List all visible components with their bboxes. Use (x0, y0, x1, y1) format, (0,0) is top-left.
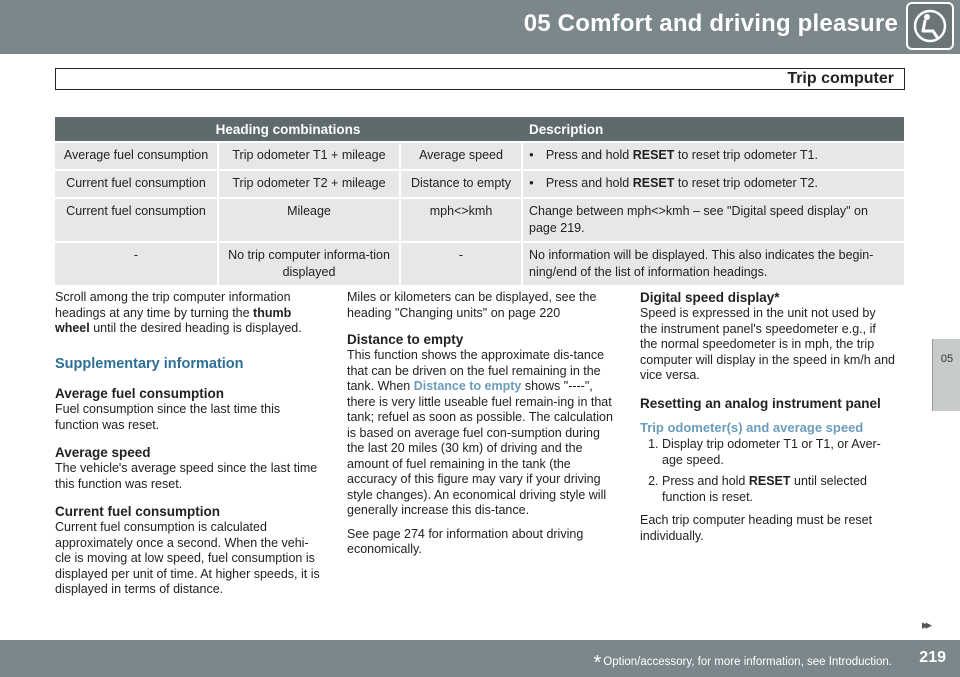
supplementary-heading: Supplementary information (55, 355, 244, 372)
reset-button-label: RESET (632, 148, 675, 162)
table-cell-description (521, 171, 904, 197)
avg-speed-heading: Average speed (55, 445, 151, 460)
step-text: until selected function is reset. (662, 474, 867, 504)
chapter-title: 05 Comfort and driving pleasure (523, 10, 898, 37)
step-text: Display trip odometer T1 or T1, or Aver-age speed. (662, 437, 881, 467)
bullet-icon (529, 176, 546, 190)
intro-text: until the desired heading is displayed. (89, 321, 302, 335)
final-paragraph: Each trip computer heading must be reset individually. (640, 513, 873, 543)
list-item (662, 474, 896, 505)
seat-person-icon (906, 2, 954, 50)
table-row (55, 143, 904, 169)
text-column-1 (55, 290, 320, 606)
text-column-2 (347, 290, 615, 566)
footnote-star: * (593, 652, 602, 674)
avg-fuel-heading: Average fuel consumption (55, 386, 225, 401)
table-cell: Current fuel consumption (55, 199, 217, 241)
desc-text: to reset trip odometer T1. (674, 148, 818, 162)
dte-text: This function shows the approximate dis-tance that can be driven on the fuel remaining in the tank. When (347, 348, 605, 393)
page-number: 219 (919, 649, 946, 666)
table-cell: Mileage (217, 199, 399, 241)
table-cell-description (521, 143, 904, 169)
heading-combinations-table (55, 115, 904, 287)
reset-button-label: RESET (748, 474, 791, 488)
dte-text: shows "----", there is very little useable fuel remain-ing in that tank; refuel as soon as possible. The calculation is based on average fuel con-sumption during the last 20 miles (30 km) of driving and the amount of fuel remaining in the tank (the accuracy of this figure may vary if your driving style changes). An economical driving style will generally increase this dis-tance. (347, 379, 613, 517)
intro-text: Scroll among the trip computer information headings at any time by turning the (55, 290, 291, 320)
table-cell: Average fuel consumption (55, 143, 217, 169)
trip-subheading: Trip odometer(s) and average speed (640, 419, 864, 435)
dte-heading: Distance to empty (347, 332, 464, 347)
table-cell: Trip odometer T2 + mileage (217, 171, 399, 197)
reset-heading: Resetting an analog instrument panel (640, 395, 881, 411)
table-cell: Average speed (399, 143, 521, 169)
table-cell: - (55, 243, 217, 285)
dte-display-term: Distance to empty (413, 379, 522, 393)
footer-bar (0, 640, 960, 677)
list-item (662, 437, 896, 468)
step-text: Press and hold (662, 474, 749, 488)
table-row (55, 243, 904, 285)
header-description: Description (521, 117, 904, 141)
side-tab-label: 05 (940, 353, 954, 365)
table-cell: Current fuel consumption (55, 171, 217, 197)
next-page-arrow-icon: ▸▸ (922, 617, 930, 632)
table-cell: Distance to empty (399, 171, 521, 197)
avg-speed-text: The vehicle's average speed since the last time this function was reset. (55, 461, 318, 491)
table-header-row (55, 117, 904, 141)
chapter-side-tab[interactable] (932, 339, 960, 411)
cur-fuel-text: Current fuel consumption is calculated approximately once a second. When the vehi-cle is moving at low speed, fuel consumption is displayed per unit of time. At higher speeds, it is displayed in terms of distance. (55, 520, 320, 596)
header-heading-combinations: Heading combinations (55, 117, 521, 141)
intro-paragraph (55, 290, 320, 337)
table-cell-description: No information will be displayed. This also indicates the begin-ning/end of the list of information headings. (521, 243, 904, 285)
desc-text: to reset trip odometer T2. (674, 176, 818, 190)
cur-fuel-heading: Current fuel consumption (55, 504, 220, 519)
digital-speed-heading: Digital speed display* (640, 290, 780, 305)
reset-button-label: RESET (632, 176, 675, 190)
dte-paragraph (347, 348, 615, 519)
desc-text: Press and hold (545, 148, 633, 162)
text-column-3 (640, 290, 896, 552)
table-cell: No trip computer informa-tion displayed (217, 243, 399, 285)
footnote (594, 652, 893, 675)
thumb-wheel-term: thumb wheel (55, 305, 292, 335)
bullet-icon (529, 148, 546, 162)
reset-steps-list (640, 437, 896, 505)
desc-text: Press and hold (545, 176, 633, 190)
table-cell: Trip odometer T1 + mileage (217, 143, 399, 169)
avg-fuel-text: Fuel consumption since the last time this function was reset. (55, 402, 281, 432)
table-cell: - (399, 243, 521, 285)
table-cell-description: Change between mph<>kmh – see "Digital speed display" on page 219. (521, 199, 904, 241)
chapter-header-bar (0, 0, 960, 54)
units-paragraph: Miles or kilometers can be displayed, see the heading "Changing units" on page 220 (347, 290, 597, 320)
footnote-text: Option/accessory, for more information, see Introduction. (603, 656, 892, 668)
section-title-box (55, 68, 905, 90)
table-row (55, 199, 904, 241)
section-title: Trip computer (787, 70, 894, 87)
see-page-paragraph: See page 274 for information about driving economically. (347, 526, 584, 556)
table-cell: mph<>kmh (399, 199, 521, 241)
digital-speed-text: Speed is expressed in the unit not used by the instrument panel's speedometer e.g., if the normal speedometer is in mph, the trip computer will display in the speed in km/h and vice versa. (640, 306, 895, 382)
table-row (55, 171, 904, 197)
